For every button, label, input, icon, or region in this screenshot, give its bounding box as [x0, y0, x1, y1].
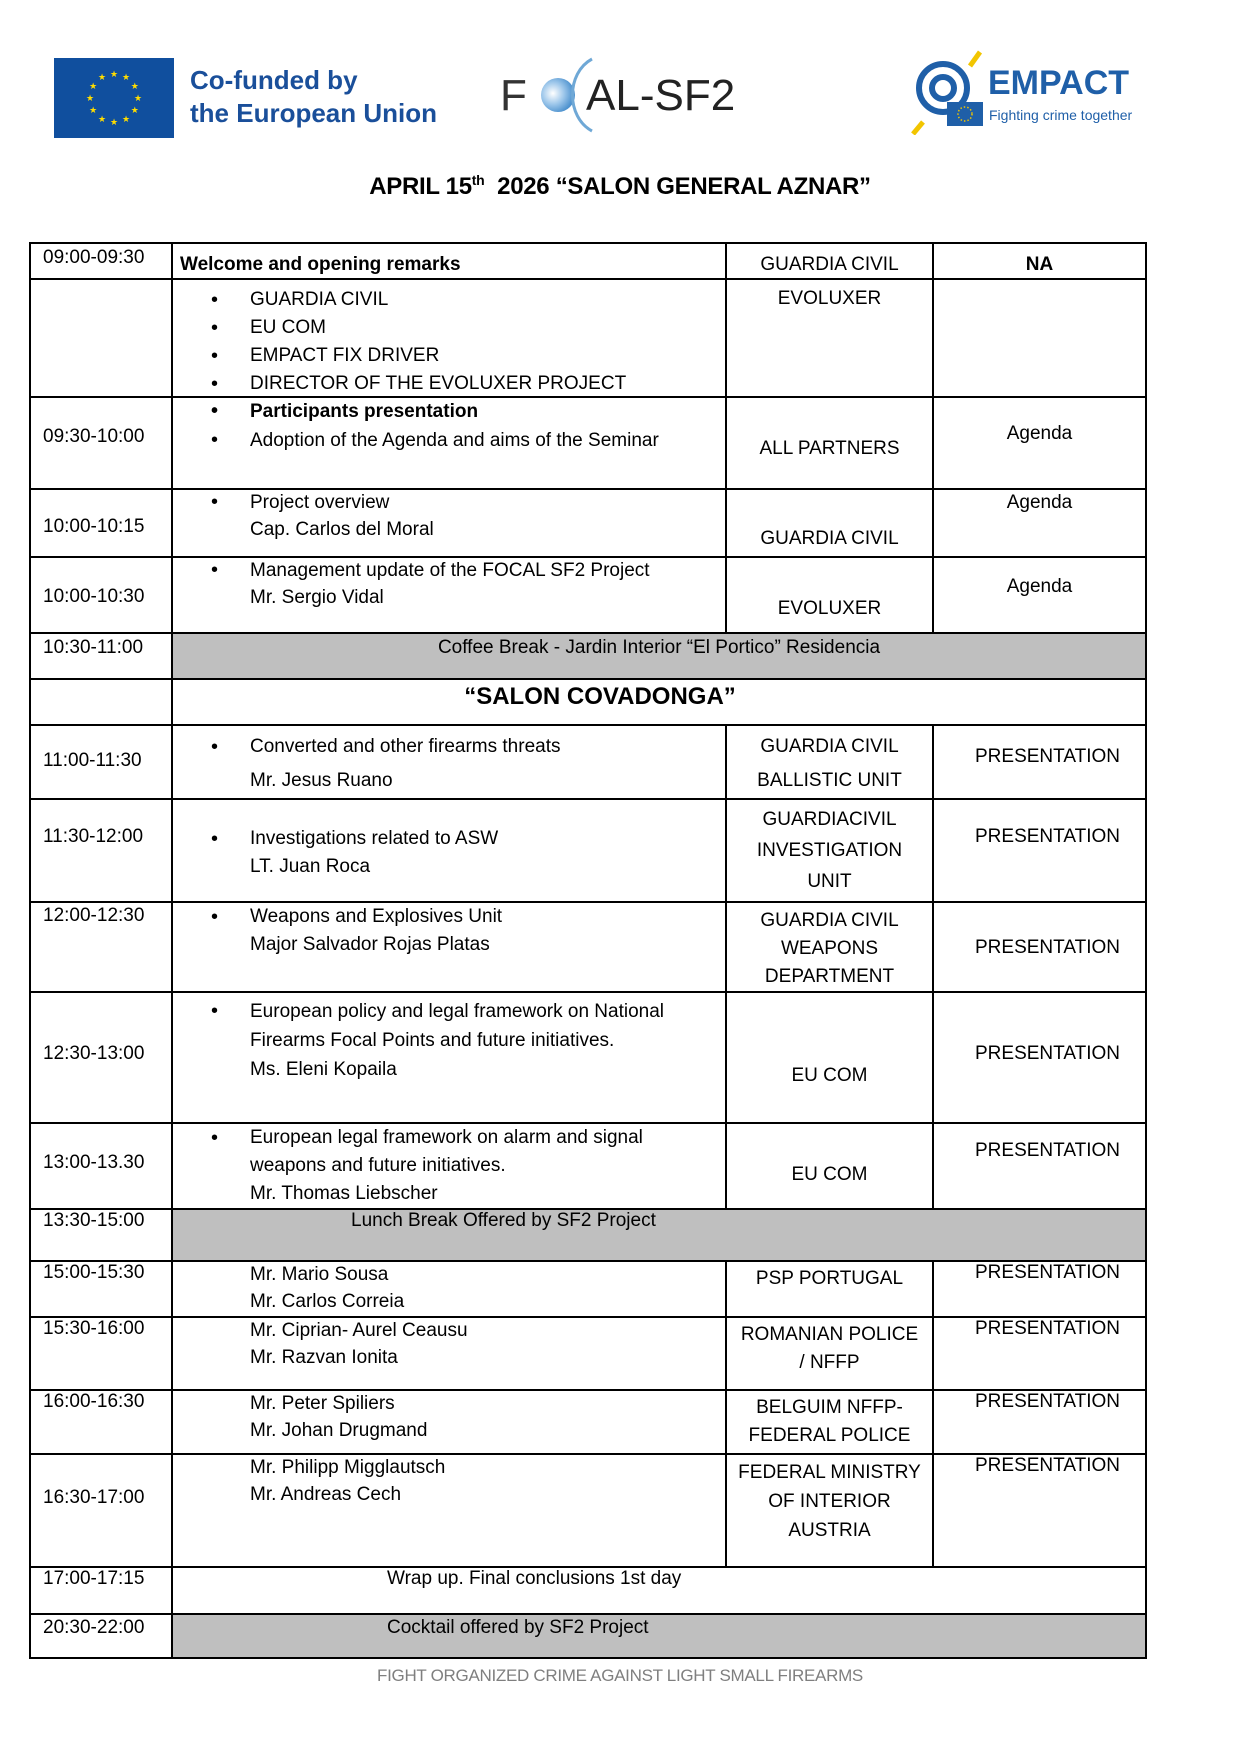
organization-cell: EU COM: [725, 991, 932, 1122]
type-cell: Agenda: [932, 488, 1147, 556]
time-cell: 17:00-17:15: [29, 1566, 171, 1613]
topic-cell: [171, 556, 725, 632]
type-cell: PRESENTATION: [932, 1453, 1147, 1566]
speaker-name: LT. Juan Roca: [250, 856, 371, 877]
list-item: • EU COM: [173, 314, 725, 342]
list-item: • Management update of the FOCAL SF2 Project: [173, 557, 725, 584]
list-item: • DIRECTOR OF THE EVOLUXER PROJECT: [173, 370, 725, 398]
table-row: [29, 278, 1147, 396]
speaker-name: Mr. Mario Sousa: [250, 1264, 389, 1285]
list-item: • Investigations related to ASW: [173, 825, 725, 853]
time-cell: 16:00-16:30: [29, 1389, 171, 1453]
topic-cell: [171, 1389, 725, 1453]
speaker-name: Mr. Carlos Correia: [250, 1291, 405, 1312]
table-row: [29, 1566, 1147, 1613]
speaker-name: Cap. Carlos del Moral: [250, 519, 434, 540]
speaker-name: Mr. Sergio Vidal: [250, 587, 384, 608]
empact-yellow-mark-bottom: [913, 122, 923, 134]
topic-cell: [171, 1316, 725, 1389]
organization-cell: GUARDIA CIVIL WEAPONS DEPARTMENT: [725, 901, 932, 991]
speaker-name: Mr. Johan Drugmand: [250, 1420, 428, 1441]
empact-title: EMPACT: [988, 64, 1130, 102]
type-cell: PRESENTATION: [932, 1389, 1147, 1453]
topic-continuation: weapons and future initiatives.: [250, 1155, 506, 1176]
eu-star-icon: ★: [121, 72, 131, 83]
list-item: • Converted and other firearms threats: [173, 730, 725, 764]
organization-cell: PSP PORTUGAL: [725, 1260, 932, 1316]
topic-cell: Welcome and opening remarks: [171, 242, 725, 278]
topic-cell: [171, 1260, 725, 1316]
organization-cell: ROMANIAN POLICE / NFFP: [725, 1316, 932, 1389]
eu-star-icon: ★: [133, 93, 143, 103]
table-row: [29, 488, 1147, 556]
topic-cell: [171, 724, 725, 798]
time-cell: 13:30-15:00: [29, 1208, 171, 1260]
type-cell: PRESENTATION: [932, 1316, 1147, 1389]
time-cell: 11:00-11:30: [29, 724, 171, 798]
empact-yellow-mark-top: [970, 52, 980, 66]
type-cell: PRESENTATION: [932, 1260, 1147, 1316]
time-cell: 15:30-16:00: [29, 1316, 171, 1389]
time-cell: 11:30-12:00: [29, 798, 171, 901]
organization-cell: GUARDIA CIVIL BALLISTIC UNIT: [725, 724, 932, 798]
eu-cofunded-text: Co-funded by the European Union: [190, 65, 437, 128]
speaker-name: Mr. Jesus Ruano: [250, 770, 393, 791]
focal-sf2-logo: [500, 55, 830, 135]
list-item: • EMPACT FIX DRIVER: [173, 342, 725, 370]
list-item: • Weapons and Explosives Unit: [173, 903, 725, 931]
topic-cell: [171, 396, 725, 488]
time-cell: [29, 278, 171, 396]
time-cell: 12:30-13:00: [29, 991, 171, 1122]
time-cell: 16:30-17:00: [29, 1453, 171, 1566]
type-cell: PRESENTATION: [932, 724, 1147, 798]
speaker-name: Mr. Ciprian- Aurel Ceausu: [250, 1320, 468, 1341]
list-item: • Adoption of the Agenda and aims of the Seminar: [173, 426, 725, 455]
speaker-name: Major Salvador Rojas Platas: [250, 934, 490, 955]
time-cell: 10:00-10:30: [29, 556, 171, 632]
list-item: • GUARDIA CIVIL: [173, 286, 725, 314]
list-item: • European policy and legal framework on National: [173, 997, 725, 1026]
table-row: [29, 901, 1147, 991]
table-row: [29, 1389, 1147, 1453]
organization-cell: EVOLUXER: [725, 556, 932, 632]
eu-star-icon: ★: [130, 81, 139, 91]
type-cell: [932, 278, 1147, 396]
organization-cell: BELGUIM NFFP- FEDERAL POLICE: [725, 1389, 932, 1453]
topic-cell: [171, 1453, 725, 1566]
topic-continuation: Firearms Focal Points and future initiatives.: [250, 1030, 615, 1051]
wrap-up-cell: Wrap up. Final conclusions 1st day: [171, 1566, 1147, 1613]
focal-logo-f: F: [500, 71, 527, 120]
type-cell: Agenda: [932, 396, 1147, 488]
focal-sphere-icon: [541, 78, 575, 112]
table-row: [29, 1122, 1147, 1208]
cocktail-cell: Cocktail offered by SF2 Project: [171, 1613, 1147, 1657]
eu-flag-logo: [54, 58, 174, 138]
time-cell: 10:30-11:00: [29, 632, 171, 678]
speaker-name: Mr. Thomas Liebscher: [250, 1183, 438, 1204]
time-cell: 20:30-22:00: [29, 1613, 171, 1657]
organization-cell: EVOLUXER: [725, 278, 932, 396]
speaker-name: Mr. Peter Spiliers: [250, 1393, 395, 1414]
table-row: [29, 1260, 1147, 1316]
speaker-name: Mr. Philipp Migglautsch: [250, 1457, 446, 1478]
speaker-name: Mr. Razvan Ionita: [250, 1347, 398, 1368]
eu-stars-icon: [54, 58, 174, 138]
table-row-break: [29, 1613, 1147, 1657]
table-row-break: [29, 1208, 1147, 1260]
table-row: [29, 242, 1147, 278]
table-row: [29, 556, 1147, 632]
topic-cell: [171, 278, 725, 396]
list-item: • Project overview: [173, 489, 725, 516]
time-cell: 15:00-15:30: [29, 1260, 171, 1316]
topic-cell: [171, 1122, 725, 1208]
topic-cell: [171, 991, 725, 1122]
section-title-row: [29, 678, 1147, 724]
organization-cell: GUARDIA CIVIL: [725, 242, 932, 278]
topic-cell: [171, 488, 725, 556]
eu-star-icon: ★: [85, 93, 95, 103]
time-cell: 09:30-10:00: [29, 396, 171, 488]
type-cell: PRESENTATION: [932, 798, 1147, 901]
empact-logo: [905, 50, 1155, 135]
eu-star-icon: ★: [109, 117, 119, 127]
time-cell: 13:00-13.30: [29, 1122, 171, 1208]
table-row: [29, 1316, 1147, 1389]
organization-cell: EU COM: [725, 1122, 932, 1208]
section-title: “SALON COVADONGA”: [171, 678, 1147, 724]
table-row: [29, 798, 1147, 901]
time-cell: [29, 678, 171, 724]
eu-star-icon: ★: [97, 113, 107, 124]
topic-cell: [171, 798, 725, 901]
organization-cell: ALL PARTNERS: [725, 396, 932, 488]
type-cell: PRESENTATION: [932, 991, 1147, 1122]
time-cell: 10:00-10:15: [29, 488, 171, 556]
time-cell: 09:00-09:30: [29, 242, 171, 278]
table-row: [29, 724, 1147, 798]
footer-slogan: FIGHT ORGANIZED CRIME AGAINST LIGHT SMALL FIREARMS: [377, 1666, 863, 1685]
table-row: [29, 396, 1147, 488]
eu-star-icon: ★: [97, 72, 107, 83]
organization-cell: GUARDIACIVIL INVESTIGATION UNIT: [725, 798, 932, 901]
topic-cell: [171, 901, 725, 991]
eu-star-icon: ★: [121, 113, 131, 124]
type-cell: PRESENTATION: [932, 1122, 1147, 1208]
lunch-break-cell: Lunch Break Offered by SF2 Project: [171, 1208, 1147, 1260]
empact-tagline: Fighting crime together: [989, 107, 1133, 123]
eu-star-icon: ★: [89, 105, 98, 115]
empact-eu-flag-icon: [947, 102, 983, 126]
type-cell: NA: [932, 242, 1147, 278]
table-row-break: [29, 632, 1147, 678]
type-cell: PRESENTATION: [932, 901, 1147, 991]
focal-logo-text: AL-SF2: [586, 71, 736, 120]
table-row: [29, 991, 1147, 1122]
eu-star-icon: ★: [109, 69, 119, 79]
page-title: APRIL 15th 2026 “SALON GENERAL AZNAR”: [369, 172, 871, 200]
list-item: • European legal framework on alarm and signal: [173, 1124, 725, 1152]
list-item: • Participants presentation: [173, 397, 725, 426]
time-cell: 12:00-12:30: [29, 901, 171, 991]
coffee-break-cell: Coffee Break - Jardin Interior “El Portico” Residencia: [171, 632, 1147, 678]
speaker-name: Mr. Andreas Cech: [250, 1484, 402, 1505]
organization-cell: FEDERAL MINISTRY OF INTERIOR AUSTRIA: [725, 1453, 932, 1566]
speaker-name: Ms. Eleni Kopaila: [250, 1059, 397, 1080]
eu-star-icon: ★: [89, 81, 98, 91]
eu-star-icon: ★: [130, 105, 139, 115]
table-row: [29, 1453, 1147, 1566]
organization-cell: GUARDIA CIVIL: [725, 488, 932, 556]
type-cell: Agenda: [932, 556, 1147, 632]
